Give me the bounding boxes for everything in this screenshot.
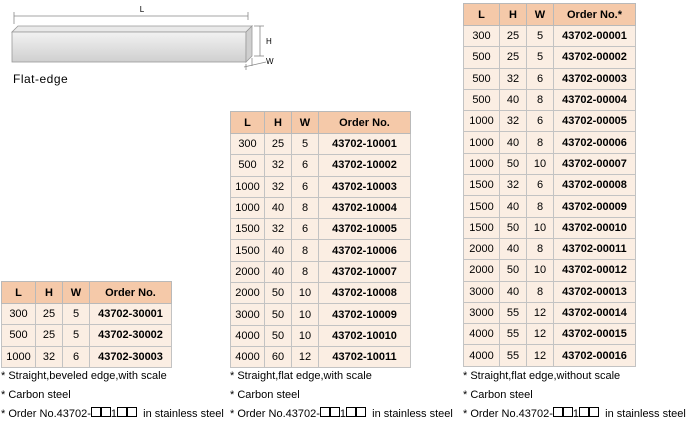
cell-height: 40 xyxy=(500,89,527,110)
notes-flat-without-scale xyxy=(463,367,686,424)
cell-order-no: 43702-10008 xyxy=(319,283,411,304)
placeholder-box-icon xyxy=(346,407,356,417)
header-height: H xyxy=(500,4,527,26)
cell-length: 2000 xyxy=(464,238,500,259)
cell-height: 50 xyxy=(265,283,292,304)
cell-height: 40 xyxy=(500,196,527,217)
cell-order-no: 43702-00013 xyxy=(554,281,636,302)
cell-order-no: 43702-00002 xyxy=(554,47,636,68)
cell-height: 50 xyxy=(265,304,292,325)
cell-height: 55 xyxy=(500,345,527,366)
header-height: H xyxy=(36,282,63,304)
cell-width: 5 xyxy=(527,47,554,68)
spec-table-flat-without-scale xyxy=(463,3,636,367)
table-row xyxy=(464,260,636,281)
cell-order-no: 43702-00008 xyxy=(554,175,636,196)
cell-length: 1000 xyxy=(231,176,265,197)
cell-width: 10 xyxy=(292,325,319,346)
cell-width: 6 xyxy=(292,176,319,197)
cell-order-no: 43702-00011 xyxy=(554,238,636,259)
cell-height: 50 xyxy=(500,153,527,174)
notes-flat-with-scale xyxy=(230,367,453,424)
cell-height: 50 xyxy=(500,260,527,281)
cell-width: 6 xyxy=(292,155,319,176)
table-row xyxy=(464,175,636,196)
cell-length: 1000 xyxy=(464,132,500,153)
cell-width: 6 xyxy=(527,111,554,132)
cell-order-no: 43702-10010 xyxy=(319,325,411,346)
cell-length: 2000 xyxy=(231,261,265,282)
cell-length: 3000 xyxy=(231,304,265,325)
table-row xyxy=(464,238,636,259)
cell-width: 5 xyxy=(292,134,319,155)
table-row xyxy=(231,304,411,325)
cell-length: 1500 xyxy=(464,196,500,217)
cell-height: 50 xyxy=(500,217,527,238)
header-width: W xyxy=(63,282,90,304)
placeholder-box-icon xyxy=(563,407,573,417)
stainless-note-suffix: in stainless steel xyxy=(143,408,224,420)
placeholder-box-icon xyxy=(356,407,366,417)
table-row xyxy=(231,176,411,197)
cell-width: 8 xyxy=(527,238,554,259)
cell-width: 8 xyxy=(527,132,554,153)
header-length: L xyxy=(2,282,36,304)
table-row xyxy=(464,89,636,110)
table-row xyxy=(231,240,411,261)
stainless-note-prefix: * Order No.43702- xyxy=(463,408,553,420)
cell-order-no: 43702-00009 xyxy=(554,196,636,217)
cell-order-no: 43702-10011 xyxy=(319,346,411,367)
cell-width: 8 xyxy=(527,89,554,110)
cell-width: 10 xyxy=(292,283,319,304)
table-row xyxy=(464,281,636,302)
cell-width: 10 xyxy=(292,304,319,325)
length-label: L xyxy=(139,5,145,14)
cell-order-no: 43702-00016 xyxy=(554,345,636,366)
cell-length: 4000 xyxy=(464,324,500,345)
table-row xyxy=(464,132,636,153)
header-height: H xyxy=(265,112,292,134)
cell-order-no: 43702-00001 xyxy=(554,26,636,47)
cell-height: 40 xyxy=(265,261,292,282)
cell-height: 32 xyxy=(500,111,527,132)
cell-height: 40 xyxy=(500,238,527,259)
stainless-note-suffix: in stainless steel xyxy=(605,408,686,420)
cell-length: 1000 xyxy=(231,197,265,218)
cell-length: 2000 xyxy=(231,283,265,304)
stainless-note-prefix: * Order No.43702- xyxy=(1,408,91,420)
placeholder-box-icon xyxy=(117,407,127,417)
note-line: * Straight,flat edge,without scale xyxy=(463,370,621,382)
header-order-no: Order No. xyxy=(90,282,172,304)
cell-width: 6 xyxy=(292,219,319,240)
table-row xyxy=(2,304,172,325)
note-line: * Carbon steel xyxy=(463,389,533,401)
cell-width: 10 xyxy=(527,153,554,174)
cell-height: 55 xyxy=(500,324,527,345)
placeholder-box-icon xyxy=(330,407,340,417)
cell-height: 32 xyxy=(500,68,527,89)
placeholder-box-icon xyxy=(589,407,599,417)
cell-width: 8 xyxy=(527,281,554,302)
cell-width: 6 xyxy=(527,175,554,196)
note-line: * Straight,flat edge,with scale xyxy=(230,370,372,382)
drawing-caption: Flat-edge xyxy=(13,72,69,86)
note-line: * Straight,beveled edge,with scale xyxy=(1,370,167,382)
cell-height: 40 xyxy=(500,132,527,153)
cell-length: 300 xyxy=(2,304,36,325)
cell-order-no: 43702-00003 xyxy=(554,68,636,89)
table-row xyxy=(464,26,636,47)
stainless-note xyxy=(463,405,686,424)
cell-order-no: 43702-10004 xyxy=(319,197,411,218)
notes-beveled xyxy=(1,367,224,424)
cell-length: 1500 xyxy=(464,217,500,238)
cell-length: 4000 xyxy=(464,345,500,366)
stainless-note xyxy=(230,405,453,424)
header-length: L xyxy=(464,4,500,26)
cell-length: 1500 xyxy=(464,175,500,196)
cell-height: 32 xyxy=(36,346,63,367)
cell-width: 6 xyxy=(63,346,90,367)
table-row xyxy=(464,196,636,217)
note-line: * Carbon steel xyxy=(1,389,71,401)
spec-table-flat-with-scale xyxy=(230,111,411,368)
cell-length: 2000 xyxy=(464,260,500,281)
cell-length: 1000 xyxy=(464,153,500,174)
table-row xyxy=(464,111,636,132)
table-row xyxy=(231,325,411,346)
table-row xyxy=(231,197,411,218)
cell-width: 8 xyxy=(527,196,554,217)
cell-order-no: 43702-00012 xyxy=(554,260,636,281)
cell-width: 12 xyxy=(292,346,319,367)
cell-length: 500 xyxy=(231,155,265,176)
cell-order-no: 43702-30001 xyxy=(90,304,172,325)
cell-height: 55 xyxy=(500,302,527,323)
cell-height: 60 xyxy=(265,346,292,367)
cell-length: 300 xyxy=(231,134,265,155)
header-width: W xyxy=(527,4,554,26)
placeholder-box-icon xyxy=(127,407,137,417)
header-order-no: Order No.* xyxy=(554,4,636,26)
cell-height: 25 xyxy=(36,325,63,346)
cell-height: 25 xyxy=(36,304,63,325)
placeholder-box-icon xyxy=(320,407,330,417)
header-width: W xyxy=(292,112,319,134)
cell-length: 1000 xyxy=(464,111,500,132)
cell-width: 5 xyxy=(527,26,554,47)
table-row xyxy=(231,219,411,240)
cell-order-no: 43702-00007 xyxy=(554,153,636,174)
table-row xyxy=(464,153,636,174)
table-row xyxy=(231,261,411,282)
table-row xyxy=(464,324,636,345)
cell-height: 32 xyxy=(500,175,527,196)
cell-width: 8 xyxy=(292,261,319,282)
stainless-note-middle: 1 xyxy=(339,408,347,420)
cell-width: 12 xyxy=(527,324,554,345)
stainless-note-middle: 1 xyxy=(572,408,580,420)
cell-length: 300 xyxy=(464,26,500,47)
cell-order-no: 43702-00015 xyxy=(554,324,636,345)
placeholder-box-icon xyxy=(101,407,111,417)
table-row xyxy=(464,217,636,238)
cell-order-no: 43702-30003 xyxy=(90,346,172,367)
table-row xyxy=(231,155,411,176)
table-row xyxy=(464,47,636,68)
table-row xyxy=(464,68,636,89)
cell-order-no: 43702-10005 xyxy=(319,219,411,240)
cell-order-no: 43702-10003 xyxy=(319,176,411,197)
cell-length: 1500 xyxy=(231,240,265,261)
note-line: * Carbon steel xyxy=(230,389,300,401)
table-row xyxy=(2,325,172,346)
stainless-note xyxy=(1,405,224,424)
cell-length: 500 xyxy=(2,325,36,346)
cell-height: 40 xyxy=(265,240,292,261)
cell-length: 1500 xyxy=(231,219,265,240)
spec-table-beveled xyxy=(1,281,172,368)
table-row xyxy=(464,345,636,366)
cell-height: 32 xyxy=(265,219,292,240)
cell-height: 50 xyxy=(265,325,292,346)
cell-order-no: 43702-00014 xyxy=(554,302,636,323)
cell-height: 25 xyxy=(500,47,527,68)
cell-height: 32 xyxy=(265,155,292,176)
cell-length: 500 xyxy=(464,68,500,89)
cell-height: 40 xyxy=(500,281,527,302)
width-label: W xyxy=(266,57,274,66)
cell-order-no: 43702-00010 xyxy=(554,217,636,238)
cell-height: 32 xyxy=(265,176,292,197)
table-row xyxy=(231,134,411,155)
stainless-note-middle: 1 xyxy=(110,408,118,420)
cell-length: 3000 xyxy=(464,302,500,323)
cell-order-no: 43702-00005 xyxy=(554,111,636,132)
placeholder-box-icon xyxy=(579,407,589,417)
cell-order-no: 43702-00004 xyxy=(554,89,636,110)
cell-width: 10 xyxy=(527,217,554,238)
cell-width: 12 xyxy=(527,302,554,323)
cell-width: 6 xyxy=(527,68,554,89)
cell-height: 25 xyxy=(500,26,527,47)
height-label: H xyxy=(266,37,272,46)
header-order-no: Order No. xyxy=(319,112,411,134)
table-row xyxy=(464,302,636,323)
cell-length: 1000 xyxy=(2,346,36,367)
cell-order-no: 43702-10007 xyxy=(319,261,411,282)
cell-width: 12 xyxy=(527,345,554,366)
cell-order-no: 43702-10009 xyxy=(319,304,411,325)
cell-length: 500 xyxy=(464,47,500,68)
stainless-note-prefix: * Order No.43702- xyxy=(230,408,320,420)
cell-order-no: 43702-30002 xyxy=(90,325,172,346)
placeholder-box-icon xyxy=(553,407,563,417)
cell-width: 8 xyxy=(292,197,319,218)
cell-length: 3000 xyxy=(464,281,500,302)
cell-length: 4000 xyxy=(231,325,265,346)
cell-width: 10 xyxy=(527,260,554,281)
cell-length: 4000 xyxy=(231,346,265,367)
cell-width: 5 xyxy=(63,304,90,325)
cell-width: 8 xyxy=(292,240,319,261)
placeholder-box-icon xyxy=(91,407,101,417)
cell-order-no: 43702-00006 xyxy=(554,132,636,153)
stainless-note-suffix: in stainless steel xyxy=(372,408,453,420)
cell-order-no: 43702-10002 xyxy=(319,155,411,176)
cell-height: 25 xyxy=(265,134,292,155)
header-length: L xyxy=(231,112,265,134)
cell-height: 40 xyxy=(265,197,292,218)
cell-length: 500 xyxy=(464,89,500,110)
table-row xyxy=(2,346,172,367)
cell-order-no: 43702-10001 xyxy=(319,134,411,155)
cell-width: 5 xyxy=(63,325,90,346)
table-row xyxy=(231,346,411,367)
table-row xyxy=(231,283,411,304)
cell-order-no: 43702-10006 xyxy=(319,240,411,261)
